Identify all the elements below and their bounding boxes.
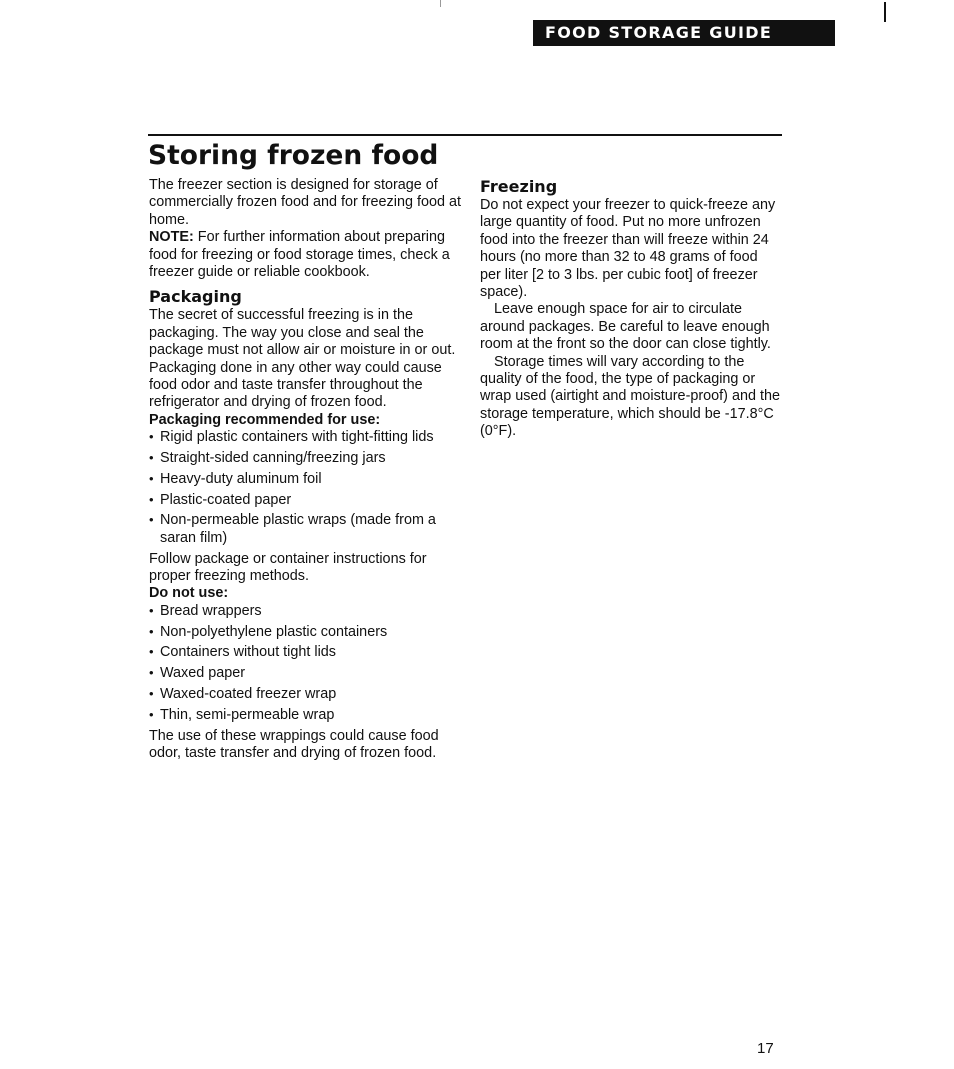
recommended-heading: Packaging recommended for use: — [149, 411, 381, 428]
left-column — [149, 177, 469, 762]
list-item: • Thin, semi-permeable wrap — [149, 707, 469, 724]
closing-text: The use of these wrappings could cause food odor, taste transfer and drying of frozen food. — [149, 727, 439, 762]
list-item: • Bread wrappers — [149, 603, 469, 620]
top-crop-mark — [440, 0, 441, 7]
intro-text: The freezer section is designed for storage of commercially frozen food and for freezing food at home. — [149, 177, 461, 228]
packaging-text: The secret of successful freezing is in the packaging. The way you close and seal the package must not allow air or moisture in or out. Packaging done in any other way could cause food odor and taste transfer throughout the refrigerator and drying of frozen food. — [149, 307, 456, 411]
title-rule — [148, 134, 782, 136]
page-number: 17 — [757, 1040, 774, 1057]
freezing-paragraph-1: Do not expect your freezer to quick-freeze any large quantity of food. Put no more unfrozen food into the freezer than will freeze within 24 hours (no more than 32 to 48 grams of food per liter [2 to 3 lbs. per cubic foot] of freezer space). — [480, 197, 776, 301]
freezing-heading: Freezing — [480, 177, 558, 196]
do-not-use-list — [149, 603, 469, 724]
list-item: • Waxed-coated freezer wrap — [149, 686, 469, 703]
freezing-paragraph-3: Storage times will vary according to the quality of the food, the type of packaging or wrap used (airtight and moisture-proof) and the storage temperature, which should be -17.8°C (0°F). — [480, 353, 780, 440]
page-title: Storing frozen food — [148, 140, 439, 171]
note-text: For further information about preparing food for freezing or food storage times, check a freezer guide or reliable cookbook. — [149, 229, 450, 281]
list-item: • Heavy-duty aluminum foil — [149, 471, 469, 488]
right-column — [480, 177, 780, 441]
edge-tab-mark — [884, 2, 886, 22]
do-not-use-heading: Do not use: — [149, 585, 229, 602]
recommended-list — [149, 429, 469, 547]
packaging-heading: Packaging — [149, 287, 242, 307]
list-item: • Rigid plastic containers with tight-fitting lids — [149, 429, 469, 446]
list-item: • Plastic-coated paper — [149, 492, 469, 509]
section-tab: FOOD STORAGE GUIDE — [533, 20, 835, 46]
note-label: NOTE: — [149, 229, 194, 246]
list-item: • Non-permeable plastic wraps (made from a saran film) — [149, 512, 469, 547]
list-item: • Containers without tight lids — [149, 644, 469, 661]
follow-instructions-text: Follow package or container instructions for proper freezing methods. — [149, 550, 427, 585]
note-paragraph — [149, 229, 469, 281]
list-item: • Straight-sided canning/freezing jars — [149, 450, 469, 467]
list-item: • Non-polyethylene plastic containers — [149, 624, 469, 641]
freezing-paragraph-2: Leave enough space for air to circulate around packages. Be careful to leave enough room at the front so the door can close tightly. — [480, 301, 771, 353]
list-item: • Waxed paper — [149, 665, 469, 682]
